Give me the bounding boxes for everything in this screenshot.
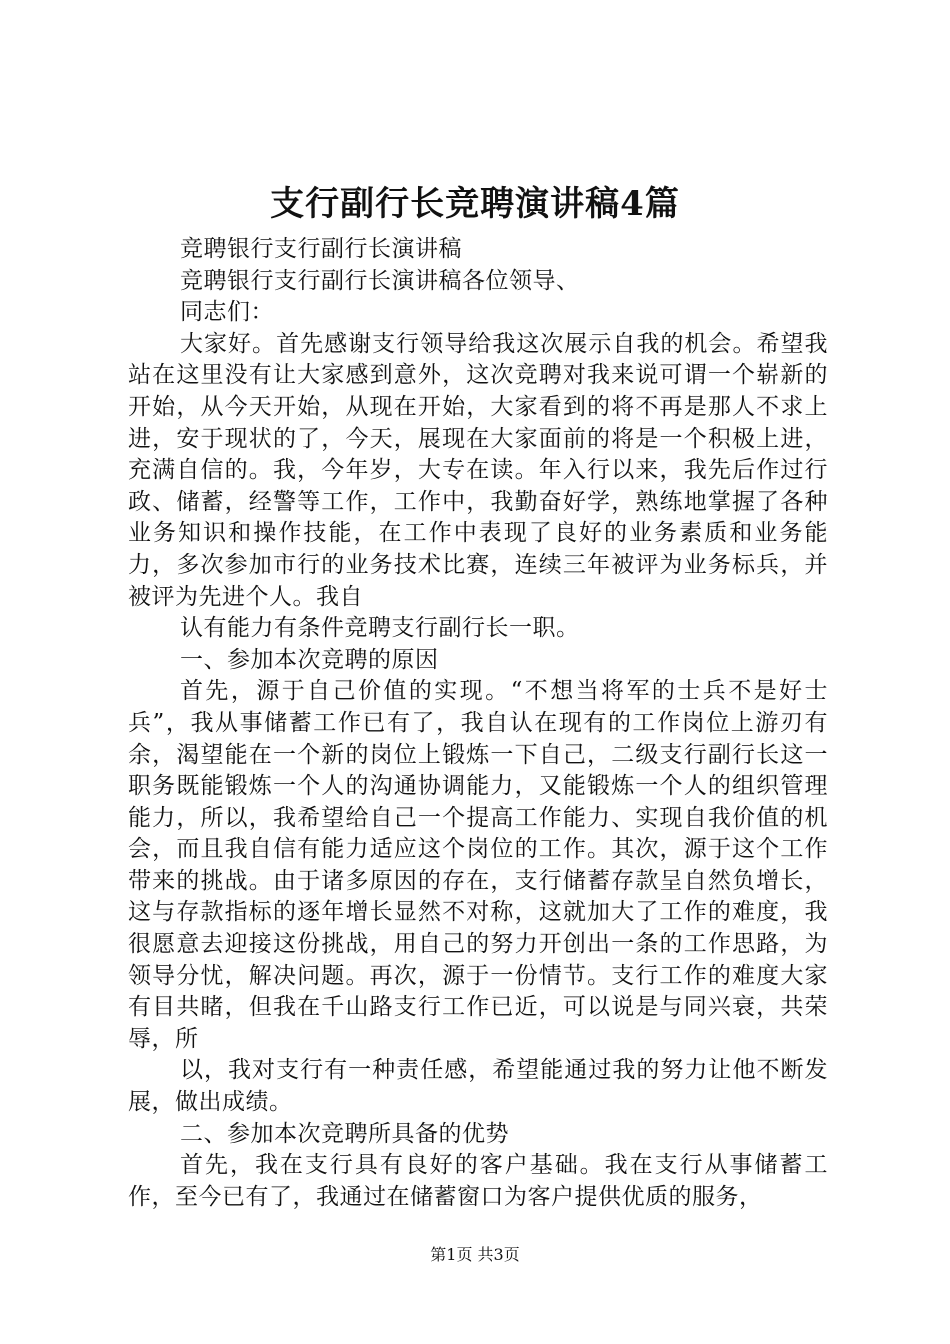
paragraph: 首先，源于自己价值的实现。“不想当将军的士兵不是好士兵”，我从事储蓄工作已有了，我自认在现有的工作岗位上游刃有余，渴望能在一个新的岗位上锻炼一下自己，二级支行副行长这一职务既能锻炼一个人的沟通协调能力，又能锻炼一个人的组织管理能力，所以，我希望给自己一个提高工作能力、实现自我价值的机会，而且我自信有能力适应这个岗位的工作。其次，源于这个工作带来的挑战。由于诸多原因的存在，支行储蓄存款呈自然负增长，这与存款指标的逐年增长显然不对称，这就加大了工作的难度，我很愿意去迎接这份挑战，用自己的努力开创出一条的工作思路，为领导分忧，解决问题。再次，源于一份情节。支行工作的难度大家有目共睹，但我在千山路支行工作已近，可以说是与同兴衰，共荣辱，所 (128, 678, 828, 1052)
document-title: 支行副行长竞聘演讲稿4篇 (270, 184, 680, 224)
section-heading: 二、参加本次竞聘所具备的优势 (180, 1120, 509, 1147)
paragraph: 首先，我在支行具有良好的客户基础。我在支行从事储蓄工作，至今已有了，我通过在储蓄窗口为客户提供优质的服务， (128, 1152, 828, 1210)
paragraph: 竞聘银行支行副行长演讲稿各位领导、 (180, 267, 580, 294)
paragraph: 以，我对支行有一种责任感，希望能通过我的努力让他不断发展，做出成绩。 (128, 1057, 828, 1116)
paragraph: 同志们： (180, 299, 274, 326)
paragraph: 大家好。首先感谢支行领导给我这次展示自我的机会。希望我站在这里没有让大家感到意外，这次竞聘对我来说可谓一个崭新的开始，从今天开始，从现在开始，大家看到的将不再是那人不求上进，安于现状的了，今天，展现在大家面前的将是一个积极上进，充满自信的。我，今年岁，大专在读。年入行以来，我先后作过行政、储蓄，经警等工作，工作中，我勤奋好学，熟练地掌握了各种业务知识和操作技能，在工作中表现了良好的业务素质和业务能力，多次参加市行的业务技术比赛，连续三年被评为业务标兵，并被评为先进个人。我自 (128, 330, 828, 610)
section-heading: 一、参加本次竞聘的原因 (180, 646, 439, 673)
paragraph: 认有能力有条件竞聘支行副行长一职。 (180, 615, 580, 642)
paragraph: 竞聘银行支行副行长演讲稿 (180, 236, 462, 262)
page-footer: 第1页 共3页 (430, 1245, 520, 1264)
document-body (128, 234, 828, 1213)
